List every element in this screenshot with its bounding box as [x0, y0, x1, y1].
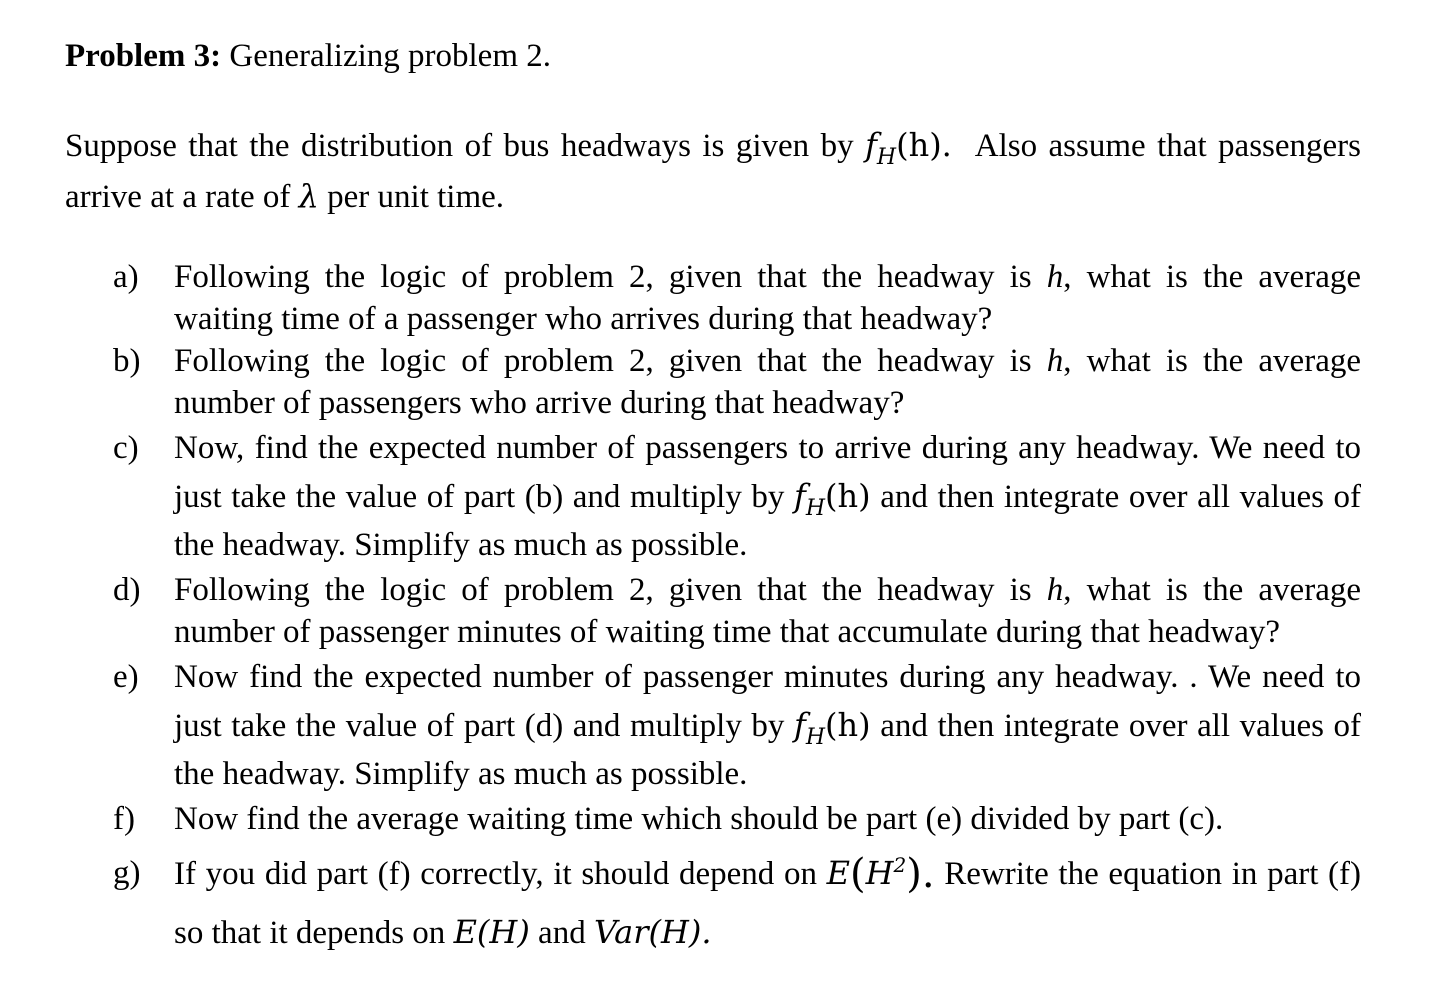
mean-expr: E(H)	[453, 913, 530, 951]
item-marker: b)	[113, 343, 141, 379]
problem-title	[65, 36, 551, 76]
variance-expr: Var(H).	[593, 913, 712, 951]
sub-question-list	[113, 256, 1361, 962]
item-marker: c)	[113, 430, 139, 466]
fn-symbol: f	[794, 706, 806, 744]
fn-argument: (h)	[825, 477, 871, 515]
item-marker: e)	[113, 659, 139, 695]
headway-var: h	[1046, 572, 1064, 608]
item-text: Following the logic of problem 2, given that the headway is	[174, 259, 1032, 295]
item-marker: g)	[113, 855, 141, 891]
fn-argument: (h).	[896, 126, 952, 164]
headway-random-var: H	[865, 854, 894, 892]
item-marker: d)	[113, 572, 141, 608]
item-text: Now, find the expected number of passengers to arrive during any headway. We need to just take the value of part (b) and multiply by	[174, 430, 1361, 515]
sub-question-e	[113, 653, 1361, 798]
sub-question-f	[113, 798, 1361, 840]
item-text: , what is the average number of passenger minutes of waiting time that accumulate during that headway?	[174, 572, 1361, 650]
distribution-expr	[794, 477, 871, 521]
fn-symbol: f	[794, 477, 806, 515]
item-text: Following the logic of problem 2, given that the headway is	[174, 343, 1032, 379]
problem-label: Problem 3:	[65, 38, 222, 74]
sub-question-b	[113, 340, 1361, 424]
fn-subscript: H	[805, 496, 826, 521]
item-text: and then integrate over all values of the headway. Simplify as much as possible.	[174, 708, 1362, 792]
sub-question-a	[113, 256, 1361, 340]
problem-heading: Generalizing problem 2.	[229, 38, 551, 74]
item-text: Rewrite the equation in part (f) so that it depends on	[174, 856, 1362, 951]
intro-text-1: Suppose that the distribution of bus headways is given by	[65, 128, 854, 164]
item-text: Following the logic of problem 2, given that the headway is	[174, 572, 1032, 608]
headway-distribution-expr	[865, 126, 952, 170]
distribution-expr	[794, 706, 871, 750]
headway-var: h	[1046, 259, 1064, 295]
exponent: 2	[893, 853, 907, 877]
item-text: and	[538, 915, 586, 951]
intro-text-3: per unit time.	[327, 179, 505, 215]
expectation-symbol: E	[826, 854, 851, 892]
item-marker: a)	[113, 259, 139, 295]
intro-text-2: Also assume that passengers arrive at a rate of	[65, 128, 1362, 215]
item-text: and then integrate over all values of the headway. Simplify as much as possible.	[174, 479, 1362, 563]
intro-paragraph	[65, 120, 1361, 222]
item-text: , what is the average number of passengers who arrive during that headway?	[174, 343, 1361, 421]
item-text: Now find the expected number of passenger minutes during any headway. . We need to just take the value of part (d) and multiply by	[174, 659, 1361, 744]
item-text: If you did part (f) correctly, it should depend on	[174, 856, 817, 892]
item-text: Now find the average waiting time which should be part (e) divided by part (c).	[174, 801, 1224, 837]
second-moment-expr	[826, 851, 935, 897]
item-marker: f)	[113, 801, 135, 837]
sub-question-c	[113, 424, 1361, 569]
open-paren: (	[850, 851, 866, 897]
lambda-symbol: λ	[298, 177, 319, 215]
fn-symbol: f	[865, 126, 877, 164]
sub-question-d	[113, 569, 1361, 653]
item-text: , what is the average waiting time of a passenger who arrives during that headway?	[174, 259, 1361, 337]
fn-subscript: H	[876, 145, 897, 170]
headway-var: h	[1046, 343, 1064, 379]
close-paren: ).	[906, 851, 935, 897]
fn-argument: (h)	[825, 706, 871, 744]
sub-question-g	[113, 844, 1361, 962]
fn-subscript: H	[805, 725, 826, 750]
